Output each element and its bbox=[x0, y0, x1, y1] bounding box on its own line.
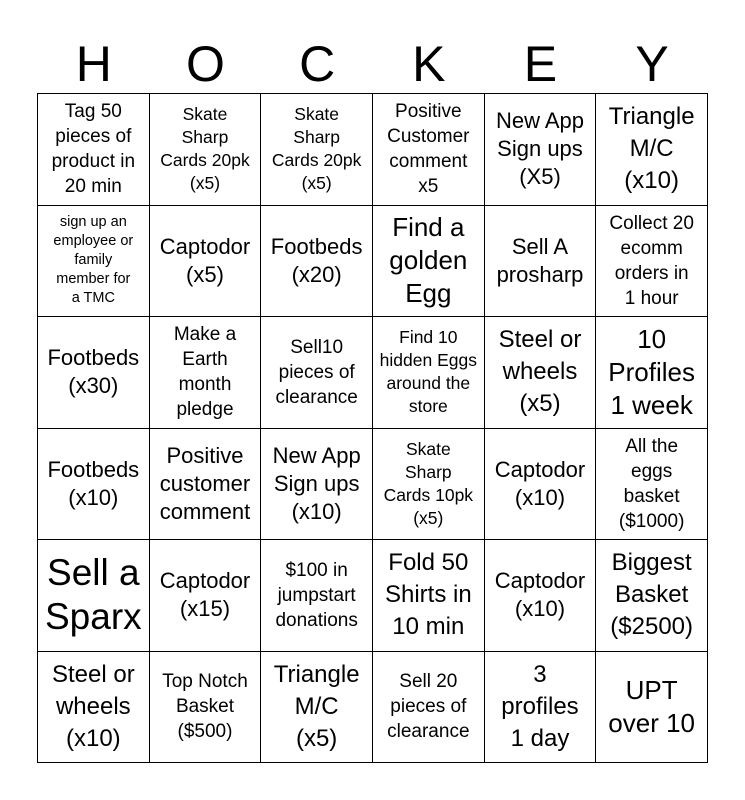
bingo-cell[interactable]: Sell 20 pieces of clearance bbox=[373, 652, 485, 764]
bingo-grid bbox=[37, 93, 708, 763]
bingo-cell[interactable]: 3 profiles 1 day bbox=[485, 652, 597, 764]
bingo-cell[interactable]: Positive Customer comment x5 bbox=[373, 94, 485, 206]
bingo-cell[interactable]: Steel or wheels (x5) bbox=[485, 317, 597, 429]
bingo-cell[interactable]: Skate Sharp Cards 10pk (x5) bbox=[373, 429, 485, 541]
bingo-cell[interactable]: Find a golden Egg bbox=[373, 206, 485, 318]
bingo-cell[interactable]: Captodor (x15) bbox=[150, 540, 262, 652]
bingo-cell[interactable]: Captodor (x5) bbox=[150, 206, 262, 318]
bingo-cell[interactable]: Tag 50 pieces of product in 20 min bbox=[38, 94, 150, 206]
bingo-cell[interactable]: New App Sign ups (x10) bbox=[261, 429, 373, 541]
bingo-cell[interactable]: $100 in jumpstart donations bbox=[261, 540, 373, 652]
header-letter-e: E bbox=[523, 36, 558, 92]
bingo-cell[interactable]: All the eggs basket ($1000) bbox=[596, 429, 708, 541]
bingo-cell[interactable]: Sell10 pieces of clearance bbox=[261, 317, 373, 429]
bingo-cell[interactable]: Biggest Basket ($2500) bbox=[596, 540, 708, 652]
bingo-cell[interactable]: Triangle M/C (x10) bbox=[596, 94, 708, 206]
bingo-cell[interactable]: Triangle M/C (x5) bbox=[261, 652, 373, 764]
header-letter-c: C bbox=[299, 36, 336, 92]
bingo-cell[interactable]: sign up an employee or family member for a TMC bbox=[38, 206, 150, 318]
header-letter-o: O bbox=[186, 36, 225, 92]
bingo-cell[interactable]: 10 Profiles 1 week bbox=[596, 317, 708, 429]
bingo-cell[interactable]: Footbeds (x30) bbox=[38, 317, 150, 429]
bingo-cell[interactable]: Fold 50 Shirts in 10 min bbox=[373, 540, 485, 652]
bingo-cell[interactable]: Positive customer comment bbox=[150, 429, 262, 541]
bingo-cell[interactable]: UPT over 10 bbox=[596, 652, 708, 764]
bingo-cell[interactable]: Captodor (x10) bbox=[485, 540, 597, 652]
bingo-cell[interactable]: Footbeds (x20) bbox=[261, 206, 373, 318]
header-letter-k: K bbox=[412, 36, 446, 92]
bingo-cell[interactable]: Skate Sharp Cards 20pk (x5) bbox=[150, 94, 262, 206]
header-letter-y: Y bbox=[635, 36, 669, 92]
bingo-cell[interactable]: Captodor (x10) bbox=[485, 429, 597, 541]
bingo-cell[interactable]: Find 10 hidden Eggs around the store bbox=[373, 317, 485, 429]
bingo-cell[interactable]: Sell A prosharp bbox=[485, 206, 597, 318]
bingo-cell[interactable]: Footbeds (x10) bbox=[38, 429, 150, 541]
bingo-cell[interactable]: Steel or wheels (x10) bbox=[38, 652, 150, 764]
bingo-cell[interactable]: Skate Sharp Cards 20pk (x5) bbox=[261, 94, 373, 206]
bingo-cell[interactable]: Top Notch Basket ($500) bbox=[150, 652, 262, 764]
bingo-cell[interactable]: Sell a Sparx bbox=[38, 540, 150, 652]
bingo-cell[interactable]: New App Sign ups (X5) bbox=[485, 94, 597, 206]
header-letter-h: H bbox=[75, 36, 112, 92]
bingo-cell[interactable]: Collect 20 ecomm orders in 1 hour bbox=[596, 206, 708, 318]
bingo-cell[interactable]: Make a Earth month pledge bbox=[150, 317, 262, 429]
bingo-header bbox=[38, 36, 708, 92]
